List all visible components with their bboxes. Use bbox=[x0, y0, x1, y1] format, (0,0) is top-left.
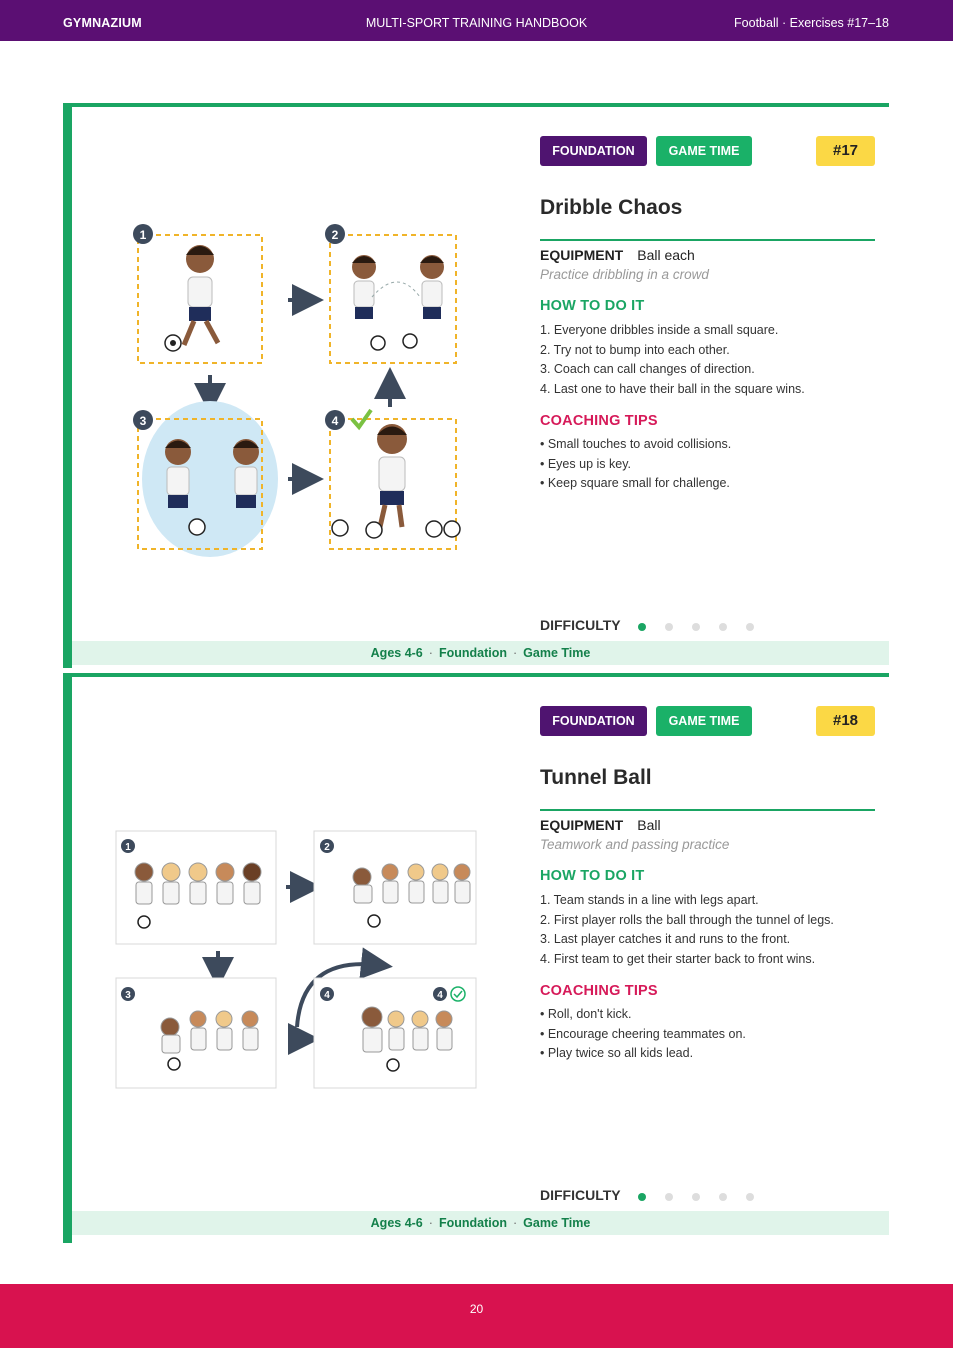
list-item: • Small touches to avoid collisions. bbox=[540, 437, 732, 451]
tag-game-time: GAME TIME bbox=[656, 136, 752, 166]
card-footer bbox=[72, 1211, 889, 1235]
separator: · bbox=[428, 1216, 433, 1230]
difficulty-dot bbox=[746, 1193, 754, 1201]
footer-ages: Ages 4-6 bbox=[370, 1216, 423, 1230]
separator: · bbox=[428, 646, 433, 660]
footer-mode: Game Time bbox=[523, 646, 591, 660]
equipment-label: EQUIPMENT bbox=[540, 817, 624, 833]
page-number: 20 bbox=[469, 1302, 484, 1316]
how-to-heading: HOW TO DO IT bbox=[540, 298, 645, 314]
difficulty-dot bbox=[719, 623, 727, 631]
exercise-title: Tunnel Ball bbox=[540, 766, 652, 789]
footer-ages: Ages 4-6 bbox=[370, 646, 423, 660]
difficulty-dot bbox=[719, 1193, 727, 1201]
list-item: 2. First player rolls the ball through the tunnel of legs. bbox=[540, 912, 834, 927]
list-item: • Play twice so all kids lead. bbox=[540, 1046, 694, 1060]
brand-name: GYMNAZIUM bbox=[63, 16, 142, 30]
page-header bbox=[0, 0, 953, 41]
coaching-tips-list bbox=[540, 435, 731, 494]
svg-text:4: 4 bbox=[437, 990, 443, 1001]
svg-text:3: 3 bbox=[125, 990, 131, 1001]
how-to-steps bbox=[540, 891, 834, 969]
exercise-card-18 bbox=[63, 673, 889, 1243]
separator: · bbox=[512, 1216, 518, 1230]
step-3-panel bbox=[133, 401, 278, 557]
svg-text:4: 4 bbox=[331, 414, 339, 428]
step-1-panel bbox=[116, 831, 276, 944]
tag-foundation: FOUNDATION bbox=[540, 706, 647, 736]
list-item: 2. Try not to bump into each other. bbox=[540, 342, 730, 357]
page-footer bbox=[0, 1284, 953, 1348]
card-accent-bar bbox=[63, 673, 72, 1243]
equipment-line bbox=[540, 247, 695, 263]
difficulty-dot bbox=[665, 1193, 673, 1201]
difficulty-dot bbox=[665, 623, 673, 631]
list-item: 1. Everyone dribbles inside a small square. bbox=[540, 323, 779, 337]
list-item: • Encourage cheering teammates on. bbox=[540, 1026, 746, 1041]
exercise-number: #17 bbox=[816, 136, 875, 166]
footer-mode: Game Time bbox=[523, 1216, 591, 1230]
footer-level: Foundation bbox=[438, 1216, 507, 1230]
svg-text:3: 3 bbox=[139, 414, 147, 428]
separator: · bbox=[512, 646, 518, 660]
equipment-label: EQUIPMENT bbox=[540, 247, 624, 263]
exercise-card-17 bbox=[63, 103, 889, 668]
difficulty-dot bbox=[638, 1193, 646, 1201]
equipment-value: Ball bbox=[637, 817, 661, 833]
difficulty-dot bbox=[638, 623, 646, 631]
difficulty-rating bbox=[638, 1193, 758, 1203]
svg-text:2: 2 bbox=[324, 842, 330, 853]
svg-text:2: 2 bbox=[331, 228, 339, 242]
coaching-tips-heading: COACHING TIPS bbox=[540, 413, 658, 429]
difficulty-label: DIFFICULTY bbox=[540, 1187, 621, 1203]
list-item: 4. Last one to have their ball in the square wins. bbox=[540, 381, 805, 396]
how-to-steps bbox=[540, 321, 805, 399]
list-item: 4. First team to get their starter back to front wins. bbox=[540, 951, 816, 966]
difficulty-dot bbox=[746, 623, 754, 631]
svg-text:1: 1 bbox=[125, 842, 131, 853]
exercise-number: #18 bbox=[816, 706, 875, 736]
coaching-tips-heading: COACHING TIPS bbox=[540, 983, 658, 999]
coaching-tips-list bbox=[540, 1005, 746, 1064]
difficulty-rating bbox=[638, 623, 758, 633]
list-item: • Keep square small for challenge. bbox=[540, 476, 730, 490]
section-label: Football · Exercises #17–18 bbox=[734, 16, 889, 30]
tunnel-ball-illustration bbox=[72, 677, 527, 1197]
tag-foundation: FOUNDATION bbox=[540, 136, 647, 166]
exercise-subtitle: Teamwork and passing practice bbox=[540, 837, 730, 852]
difficulty-label: DIFFICULTY bbox=[540, 617, 621, 633]
list-item: • Roll, don't kick. bbox=[540, 1007, 632, 1021]
step-1-panel bbox=[133, 224, 262, 363]
svg-text:1: 1 bbox=[139, 228, 147, 242]
dribble-chaos-illustration bbox=[72, 107, 527, 617]
how-to-heading: HOW TO DO IT bbox=[540, 868, 645, 884]
list-item: 1. Team stands in a line with legs apart. bbox=[540, 893, 759, 907]
step-4-panel bbox=[314, 978, 476, 1088]
tag-game-time: GAME TIME bbox=[656, 706, 752, 736]
step-3-panel bbox=[116, 978, 276, 1088]
title-rule bbox=[540, 809, 875, 811]
step-2-panel bbox=[314, 831, 476, 944]
list-item: 3. Last player catches it and runs to the front. bbox=[540, 932, 791, 946]
list-item: 3. Coach can call changes of direction. bbox=[540, 362, 755, 376]
card-footer bbox=[72, 641, 889, 665]
step-2-panel bbox=[325, 224, 456, 363]
footer-level: Foundation bbox=[438, 646, 507, 660]
difficulty-dot bbox=[692, 623, 700, 631]
exercise-subtitle: Practice dribbling in a crowd bbox=[540, 267, 709, 282]
difficulty-dot bbox=[692, 1193, 700, 1201]
title-rule bbox=[540, 239, 875, 241]
list-item: • Eyes up is key. bbox=[540, 456, 631, 471]
handbook-title: MULTI-SPORT TRAINING HANDBOOK bbox=[365, 16, 588, 30]
equipment-value: Ball each bbox=[637, 247, 695, 263]
exercise-title: Dribble Chaos bbox=[540, 196, 683, 219]
equipment-line bbox=[540, 817, 661, 833]
svg-text:4: 4 bbox=[324, 990, 330, 1001]
step-4-panel bbox=[325, 410, 460, 549]
card-accent-bar bbox=[63, 103, 72, 668]
